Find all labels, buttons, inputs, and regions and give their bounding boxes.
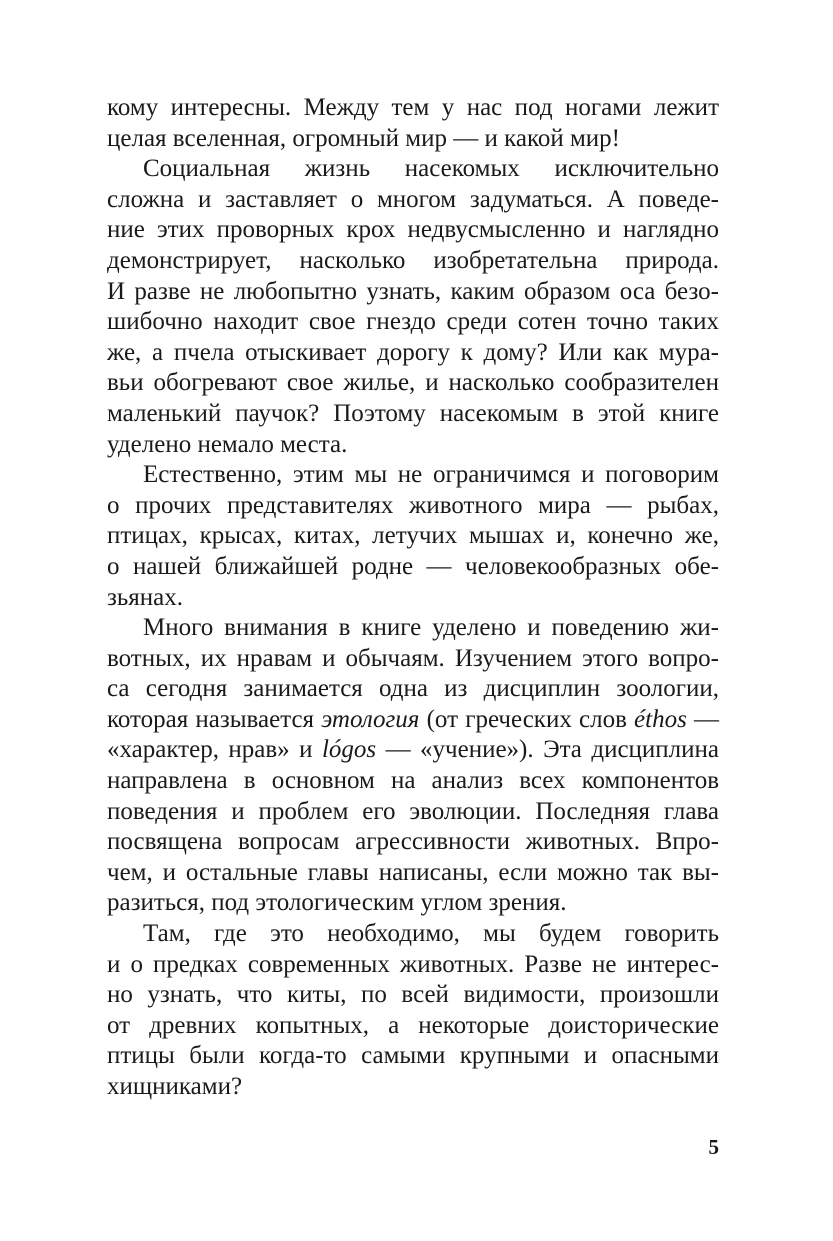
text-line: посвящена вопросам агрессивности животных. Впро- <box>107 828 719 856</box>
text-line: целая вселенная, огромный мир — и какой мир! <box>107 124 621 152</box>
text-line: Естественно, этим мы не ограничимся и поговорим <box>143 461 719 489</box>
text-line: са сегодня занимается одна из дисциплин зоологии, <box>107 675 719 703</box>
text-line: зьянах. <box>107 583 184 611</box>
text-fragment: — <box>686 705 719 733</box>
text-fragment: — «учение»). Эта дисциплина <box>376 736 720 764</box>
text-line: маленький паучок? Поэтому насекомым в этой книге <box>107 399 719 427</box>
text-line: о прочих представителях животного мира — рыбах, <box>107 491 719 519</box>
paragraph-2 <box>107 154 719 460</box>
text-line: вотных, их нравам и обычаям. Изучением этого вопро- <box>107 644 719 672</box>
paragraph-1 <box>107 93 719 154</box>
page-text <box>107 93 719 1103</box>
text-line: уделено немало места. <box>107 430 348 458</box>
paragraph-3 <box>107 460 719 613</box>
paragraph-4 <box>107 613 719 919</box>
text-line: направлена в основном на анализ всех компонентов <box>107 767 719 795</box>
term-logos: lógos <box>321 736 377 764</box>
page-number: 5 <box>708 1135 719 1159</box>
text-fragment: которая называется <box>107 705 322 733</box>
text-line: кому интересны. Между тем у нас под ногами лежит <box>107 94 719 121</box>
term-ethos: éthos <box>634 705 687 733</box>
text-line: Там, где это необходимо, мы будем говорить <box>143 920 719 948</box>
text-line-with-term <box>107 705 719 736</box>
text-line: от древних копытных, а некоторые доисторические <box>107 1011 719 1039</box>
text-line: вьи обогревают свое жилье, и насколько сообразителен <box>107 369 719 397</box>
text-fragment: «характер, нрав» и <box>107 736 322 764</box>
text-line-with-term <box>107 735 719 766</box>
text-line: демонстрирует, насколько изобретательна природа. <box>107 246 719 274</box>
paragraph-5 <box>107 919 719 1103</box>
text-line: и о предках современных животных. Разве не интерес- <box>107 950 719 978</box>
text-line: сложна и заставляет о многом задуматься. А поведе- <box>107 185 719 213</box>
text-line: хищниками? <box>107 1073 243 1100</box>
text-line: шибочно находит свое гнездо среди сотен точно таких <box>107 308 719 336</box>
text-line: же, а пчела отыскивает дорогу к дому? Или как мура- <box>107 338 719 366</box>
text-line: ние этих проворных крох недвусмысленно и наглядно <box>107 216 719 244</box>
text-line: И разве не любопытно узнать, каким образом оса безо- <box>107 277 719 305</box>
term-ethology: этология <box>321 705 420 733</box>
text-line: Много внимания в книге уделено и поведению жи- <box>143 614 719 642</box>
text-line: но узнать, что киты, по всей видимости, произошли <box>107 981 719 1009</box>
text-line: поведения и проблем его эволюции. Последняя глава <box>107 797 719 825</box>
text-line: чем, и остальные главы написаны, если можно так вы- <box>107 858 719 886</box>
text-line: Социальная жизнь насекомых исключительно <box>143 155 719 183</box>
text-line: птицы были когда-то самыми крупными и опасными <box>107 1042 719 1070</box>
text-fragment: (от греческих слов <box>419 705 635 733</box>
text-line: разиться, под этологическим углом зрения. <box>107 889 567 917</box>
text-line: птицах, крысах, китах, летучих мышах и, конечно же, <box>107 522 719 550</box>
text-line: о нашей ближайшей родне — человекообразных обе- <box>107 552 719 580</box>
